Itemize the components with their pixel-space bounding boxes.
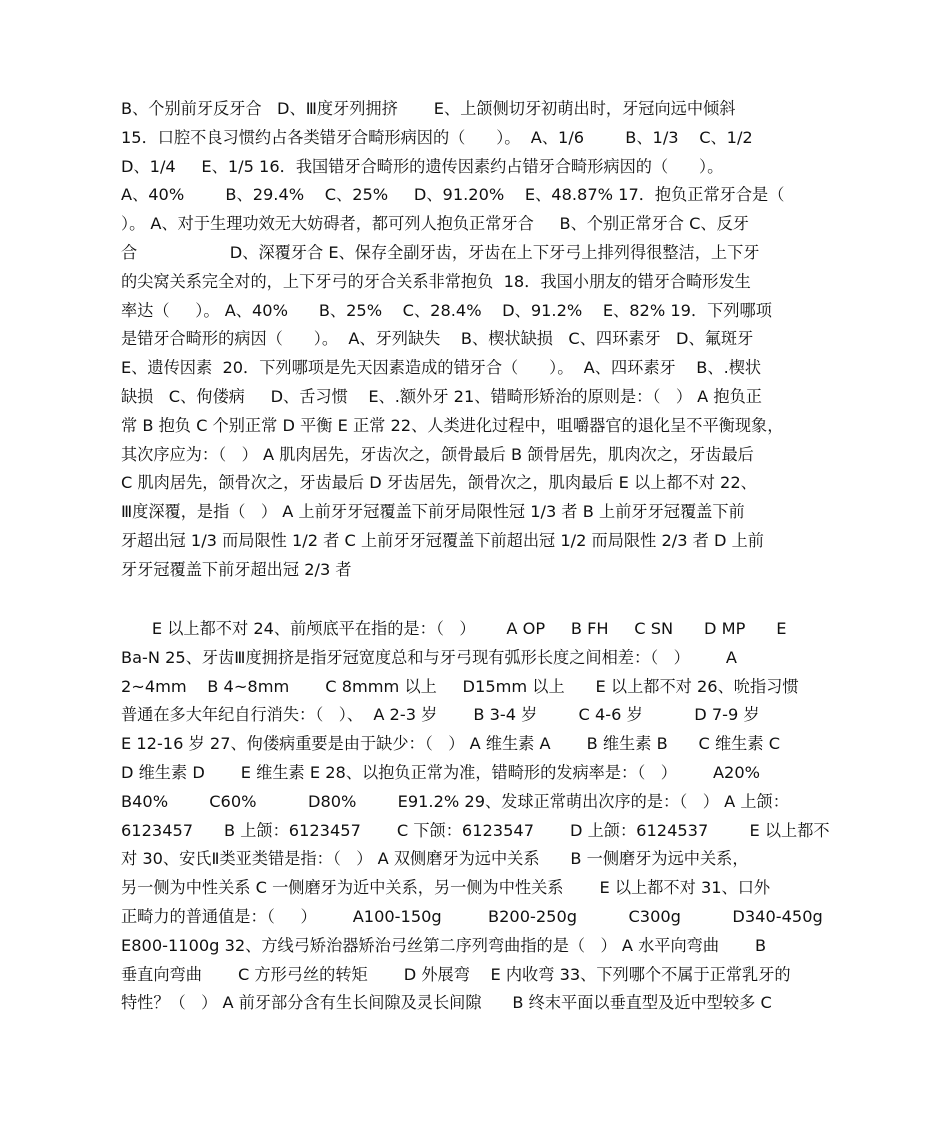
text-line: 牙超出冠 1/3 而局限性 1/2 者 C 上前牙牙冠覆盖下前超出冠 1/2 而局限性 2/3 者 D 上前 xyxy=(121,530,764,550)
text-line: 是错牙合畸形的病因（ ）。 A、牙列缺失 B、楔状缺损 C、四环素牙 D、氟斑牙 xyxy=(121,329,754,349)
text-line: E 以上都不对 24、前颅底平在指的是：（ ） A OP B FH C SN D MP E xyxy=(121,619,787,638)
text-line: Ⅲ度深覆，是指（ ） A 上前牙牙冠覆盖下前牙局限性冠 1/3 者 B 上前牙牙冠覆盖下前 xyxy=(121,502,745,522)
text-line: 2~4mm B 4~8mm C 8mmm 以上 D15mm 以上 E 以上都不对 26、吮指习惯 xyxy=(121,676,799,696)
text-block-2 xyxy=(121,615,841,1018)
text-line: 15．口腔不良习惯约占各类错牙合畸形病因的（ ）。 A、1/6 B、1/3 C、1/2 xyxy=(121,127,753,147)
text-line: 6123457 B 上颌：6123457 C 下颌：6123547 D 上颌：6124537 E 以上都不 xyxy=(121,820,830,840)
text-line: 另一侧为中性关系 C 一侧磨牙为近中关系，另一侧为中性关系 E 以上都不对 31、口外 xyxy=(121,878,771,898)
text-line: 牙牙冠覆盖下前牙超出冠 2/3 者 xyxy=(121,559,352,579)
text-line: 合 D、深覆牙合 E、保存全副牙齿，牙齿在上下牙弓上排列得很整洁，上下牙 xyxy=(121,242,760,262)
text-line: 特性？（ ） A 前牙部分含有生长间隙及灵长间隙 B 终末平面以垂直型及近中型较多 C xyxy=(121,993,772,1013)
text-line: Ba-N 25、牙齿Ⅲ度拥挤是指牙冠宽度总和与牙弓现有弧形长度之间相差：（ ） A xyxy=(121,647,737,667)
text-line: C 肌肉居先，颌骨次之，牙齿最后 D 牙齿居先，颌骨次之，肌肉最后 E 以上都不对 22、 xyxy=(121,473,757,493)
text-line: 对 30、安氏Ⅱ类亚类错是指：（ ） A 双侧磨牙为远中关系 B 一侧磨牙为远中关系， xyxy=(121,849,749,869)
text-line: 率达（ ）。 A、40% B、25% C、28.4% D、91.2% E、82% 19．下列哪项 xyxy=(121,300,772,320)
text-line: E800-1100g 32、方线弓矫治器矫治弓丝第二序列弯曲指的是（ ） A 水平向弯曲 B xyxy=(121,935,767,955)
text-line: A、40% B、29.4% C、25% D、91.20% E、48.87% 17．抱负正常牙合是（ xyxy=(121,185,785,205)
text-line: B、个别前牙反牙合 D、Ⅲ度牙列拥挤 E、上颌侧切牙初萌出时，牙冠向远中倾斜 xyxy=(121,99,736,118)
text-line: 其次序应为：（ ） A 肌肉居先，牙齿次之，颌骨最后 B 颌骨居先，肌肉次之，牙齿最后 xyxy=(121,444,754,464)
text-line: D、1/4 E、1/5 16．我国错牙合畸形的遗传因素约占错牙合畸形病因的（ ）。 xyxy=(121,156,724,176)
text-line: 缺损 C、佝偻病 D、舌习惯 E、.额外牙 21、错畸形矫治的原则是：（ ） A 抱负正 xyxy=(121,386,762,406)
text-line: 常 B 抱负 C 个别正常 D 平衡 E 正常 22、人类进化过程中，咀嚼器官的退化呈不平衡现象， xyxy=(121,415,784,435)
text-line: ）。 A、对于生理功效无大妨碍者，都可列人抱负正常牙合 B、个别正常牙合 C、反牙 xyxy=(121,214,749,234)
text-line: B40% C60% D80% E91.2% 29、发球正常萌出次序的是：（ ） A 上颌： xyxy=(121,791,789,811)
text-block-1 xyxy=(121,95,841,585)
text-line: 正畸力的普通值是：（ ） A100-150g B200-250g C300g D340-450g xyxy=(121,906,823,926)
text-line: D 维生素 D E 维生素 E 28、以抱负正常为准，错畸形的发病率是：（ ） A20% xyxy=(121,762,761,782)
text-line: 普通在多大年纪自行消失：（ ）、 A 2-3 岁 B 3-4 岁 C 4-6 岁 D 7-9 岁 xyxy=(121,705,760,725)
text-line: E 12-16 岁 27、佝偻病重要是由于缺少：（ ） A 维生素 A B 维生素 B C 维生素 C xyxy=(121,734,781,754)
text-line: E、遗传因素 20．下列哪项是先天因素造成的错牙合（ ）。 A、四环素牙 B、.楔状 xyxy=(121,358,762,378)
text-line: 的尖窝关系完全对的，上下牙弓的牙合关系非常抱负 18．我国小朋友的错牙合畸形发生 xyxy=(121,271,751,291)
text-line: 垂直向弯曲 C 方形弓丝的转矩 D 外展弯 E 内收弯 33、下列哪个不属于正常乳牙的 xyxy=(121,964,791,984)
